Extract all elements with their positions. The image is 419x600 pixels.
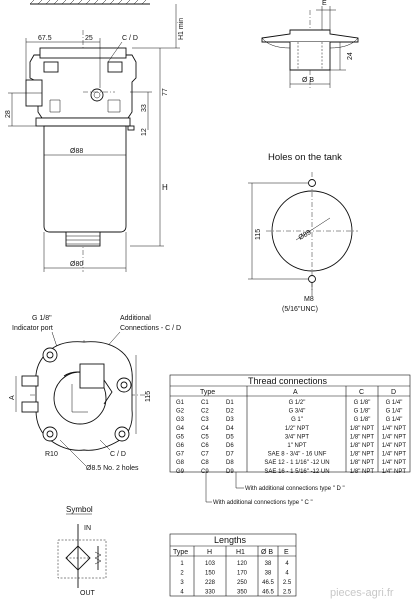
label-m8: M8 [304, 296, 314, 303]
lengths-cell: 38 [264, 570, 272, 577]
thread-cell: D4 [226, 425, 234, 432]
thread-cell: C9 [201, 468, 209, 475]
thread-cell: 1/4" NPT [381, 443, 407, 449]
thread-cell: G 1/8" [353, 400, 371, 406]
thread-cell: G6 [176, 443, 185, 449]
symbol-title: Symbol [66, 505, 93, 514]
thread-cell: G 3/4" [288, 408, 306, 415]
dim-77: 77 [162, 88, 169, 96]
dim-115-front: 115 [145, 390, 152, 402]
thread-cell: G4 [176, 425, 185, 432]
lengths-cell: 4 [285, 561, 289, 567]
lengths-cell: 3 [180, 580, 184, 586]
dim-r10: R10 [45, 451, 58, 458]
thread-cell: 3/4" NPT [284, 434, 310, 441]
holes-on-tank [248, 152, 358, 313]
thread-cell: 1/8" NPT [349, 434, 375, 441]
thread-cell: D6 [226, 443, 234, 449]
thread-cell: 1/8" NPT [349, 460, 375, 467]
label-indicator-port: Indicator port [12, 325, 53, 332]
thread-cell: G7 [176, 451, 185, 458]
front-view [9, 315, 181, 472]
dim-115-holes: 115 [255, 228, 262, 240]
thread-cell: 1/4" NPT [381, 460, 407, 467]
adapter-view [262, 0, 358, 90]
thread-cell: 1/4" NPT [381, 451, 407, 458]
thread-cell: C2 [201, 408, 209, 415]
thread-cell: G9 [176, 468, 185, 475]
thread-cell: 1/8" NPT [349, 451, 375, 458]
lengths-cell: 228 [204, 580, 216, 586]
thread-cell: C5 [201, 434, 209, 441]
label-connections-cd: Connections - C / D [120, 325, 182, 332]
thread-cell: G 1/4" [385, 417, 403, 424]
dim-33: 33 [141, 104, 148, 112]
dim-24: 24 [347, 52, 354, 60]
thread-connections-table [170, 375, 410, 506]
dim-dia-88: Ø88 [70, 148, 84, 155]
thread-cell: G 1/4" [385, 400, 403, 406]
th-a: A [293, 389, 298, 396]
dim-e: E [322, 0, 327, 7]
thread-cell: C1 [201, 400, 209, 406]
label-unc: (5/16"UNC) [282, 306, 318, 313]
lh-h1: H1 [236, 549, 245, 556]
thread-cell: C7 [201, 451, 209, 458]
lengths-cell: 120 [236, 561, 248, 567]
lengths-cell: 38 [264, 561, 272, 567]
lengths-cell: 103 [204, 561, 216, 567]
lengths-cell: 46.5 [262, 589, 274, 596]
lengths-table [170, 534, 296, 596]
lengths-cell: 250 [236, 580, 248, 586]
thread-cell: G 1/8" [353, 417, 371, 424]
filter-symbol [58, 505, 106, 597]
thread-cell: SAE 8 - 3/4" - 16 UNF [267, 451, 327, 458]
thread-cell: 1" NPT [287, 443, 307, 449]
lh-e: E [284, 549, 289, 556]
lengths-title: Lengths [214, 535, 247, 545]
label-additional: Additional [120, 315, 151, 322]
dim-25: 25 [85, 35, 93, 42]
thread-cell: G1 [176, 400, 185, 406]
thread-cell: D7 [226, 451, 234, 458]
thread-cell: 1/4" NPT [381, 468, 407, 475]
thread-cell: 1/8" NPT [349, 443, 375, 449]
thread-table-title: Thread connections [248, 376, 328, 386]
thread-cell: D5 [226, 434, 234, 441]
label-cd-front: C / D [110, 451, 126, 458]
lengths-cell: 4 [180, 589, 184, 596]
dim-12: 12 [141, 128, 148, 136]
thread-cell: G8 [176, 460, 185, 467]
lengths-cell: 2 [180, 570, 184, 577]
thread-cell: C3 [201, 417, 209, 424]
thread-cell: D2 [226, 408, 234, 415]
lengths-cell: 4 [285, 570, 289, 577]
th-c: C [359, 389, 365, 396]
dim-28: 28 [5, 110, 12, 118]
thread-cell: 1/4" NPT [381, 425, 407, 432]
lh-h: H [207, 549, 213, 556]
thread-cell: SAE 16 - 1 5/16" -12 UN [264, 468, 330, 475]
thread-cell: D9 [226, 468, 234, 475]
thread-cell: G5 [176, 434, 185, 441]
thread-cell: C6 [201, 443, 209, 449]
thread-cell: 1/8" NPT [349, 468, 375, 475]
thread-cell: D3 [226, 417, 234, 424]
lengths-cell: 350 [236, 589, 248, 596]
lengths-cell: 2.5 [282, 589, 292, 596]
thread-cell: G3 [176, 417, 185, 424]
dim-dia-b: Ø B [302, 77, 315, 84]
thread-cell: G 1/4" [385, 408, 403, 415]
thread-cell: D1 [226, 400, 234, 406]
note-type-c: With additional connections type " C " [213, 500, 313, 506]
lengths-cell: 330 [204, 589, 216, 596]
note-type-d: With additional connections type " D " [245, 486, 345, 492]
thread-table-rows [176, 400, 406, 475]
dim-67-5: 67.5 [38, 35, 52, 42]
dim-dia-89: Ø89 [297, 229, 313, 242]
dim-h1-min: H1 min [178, 17, 185, 40]
thread-cell: G 1/2" [288, 400, 306, 406]
thread-cell: G 1/8" [353, 408, 371, 415]
dim-h: H [162, 183, 168, 192]
thread-cell: G2 [176, 408, 185, 415]
label-g18: G 1/8" [32, 315, 52, 322]
symbol-out: OUT [80, 590, 95, 597]
lh-db: Ø B [261, 549, 274, 556]
holes-title: Holes on the tank [268, 152, 342, 163]
lengths-cell: 2.5 [282, 580, 292, 586]
watermark: pieces-agri.fr [330, 587, 394, 599]
thread-cell: 1/4" NPT [381, 434, 407, 441]
lengths-cell: 150 [204, 570, 216, 577]
lh-type: Type [173, 549, 189, 556]
th-type: Type [200, 389, 216, 396]
lengths-cell: 46.5 [262, 580, 274, 586]
lengths-table-rows [180, 561, 292, 596]
lengths-cell: 170 [236, 570, 248, 577]
thread-cell: 1/2" NPT [284, 425, 310, 432]
thread-cell: D8 [226, 460, 234, 467]
thread-cell: C8 [201, 460, 209, 467]
label-conn-cd: C / D [122, 35, 138, 42]
thread-cell: SAE 12 - 1 1/16" -12 UN [264, 460, 330, 467]
lengths-cell: 1 [180, 561, 184, 567]
symbol-in: IN [84, 525, 91, 532]
dim-a: A [9, 395, 16, 400]
label-holes: Ø8.5 No. 2 holes [86, 465, 139, 472]
th-d: D [391, 389, 397, 396]
thread-cell: G 1" [291, 417, 303, 424]
dim-dia-80: Ø80 [70, 261, 84, 268]
thread-cell: 1/8" NPT [349, 425, 375, 432]
thread-cell: C4 [201, 425, 209, 432]
